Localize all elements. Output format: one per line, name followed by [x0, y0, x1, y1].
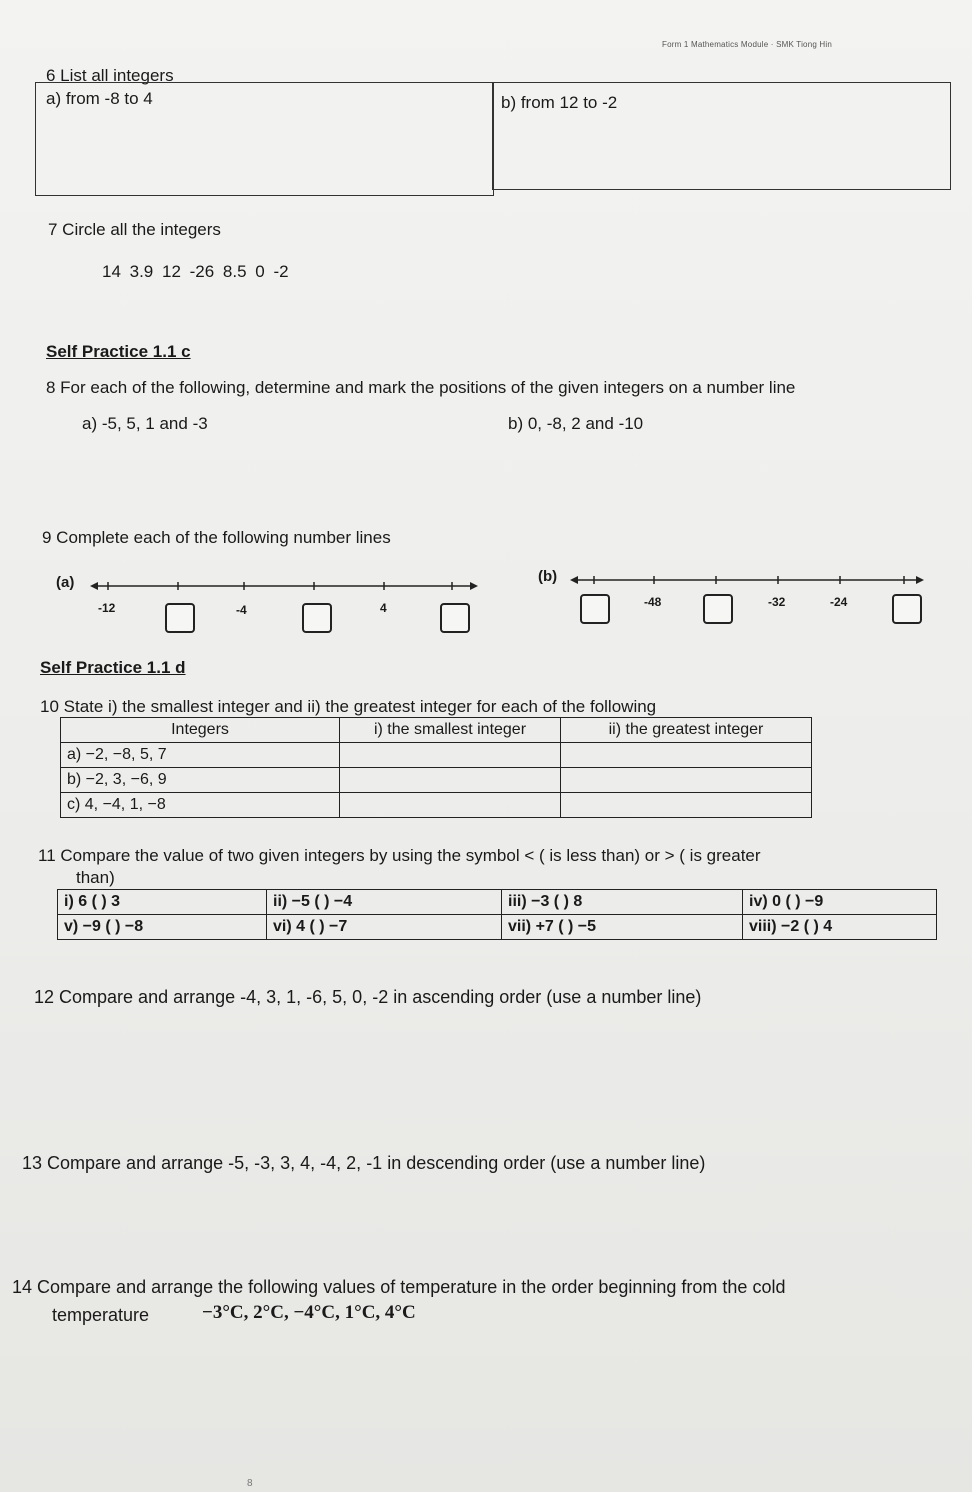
- q9-a-tick-3: 4: [380, 601, 387, 615]
- number-lines: [0, 560, 972, 610]
- answer-cell[interactable]: [561, 768, 812, 793]
- q12-label: 12 Compare and arrange -4, 3, 1, -6, 5, 0, -2 in ascending order (use a number line): [34, 987, 702, 1007]
- answer-cell[interactable]: [561, 793, 812, 818]
- q7-numbers[interactable]: 14 3.9 12 -26 8.5 0 -2: [102, 262, 289, 281]
- compare-cell[interactable]: iv) 0 ( ) −9: [743, 890, 937, 915]
- q7-label: 7 Circle all the integers: [48, 220, 221, 239]
- table-row: [61, 743, 812, 768]
- q6-a-text: a) from -8 to 4: [46, 89, 153, 108]
- row-integers: a) −2, −8, 5, 7: [61, 743, 340, 768]
- q9-a-tag: (a): [56, 574, 75, 591]
- compare-cell[interactable]: vi) 4 ( ) −7: [267, 915, 502, 940]
- q9-label: 9 Complete each of the following number lines: [42, 528, 391, 547]
- q8-a-text: a) -5, 5, 1 and -3: [82, 414, 208, 433]
- answer-cell[interactable]: [340, 743, 561, 768]
- answer-cell[interactable]: [340, 768, 561, 793]
- q14-temperature-word: temperature: [52, 1305, 150, 1325]
- q8-label: 8 For each of the following, determine and mark the positions of the given integers on a number line: [46, 378, 796, 397]
- table-row: [61, 793, 812, 818]
- page-header: Form 1 Mathematics Module · SMK Tiong Hin: [662, 40, 833, 49]
- q9-b-answer-box-1[interactable]: [580, 594, 610, 624]
- row-integers: b) −2, 3, −6, 9: [61, 768, 340, 793]
- q10-table: [60, 717, 812, 818]
- q6-b-text: b) from 12 to -2: [501, 93, 618, 112]
- q11-label-continued: than): [76, 868, 115, 887]
- table-header-row: [61, 718, 812, 743]
- q9-a-tick-1: -12: [98, 601, 116, 615]
- compare-cell[interactable]: vii) +7 ( ) −5: [502, 915, 743, 940]
- q9-b-answer-box-3[interactable]: [892, 594, 922, 624]
- q13-label: 13 Compare and arrange -5, -3, 3, 4, -4, 2, -1 in descending order (use a number line): [22, 1153, 706, 1173]
- q9-b-tick-1: -48: [644, 595, 662, 609]
- self-practice-c-heading: Self Practice 1.1 c: [46, 342, 191, 361]
- number-line-a: [90, 582, 478, 590]
- q9-b-tick-3: -24: [830, 595, 848, 609]
- page-number: 8: [247, 1478, 253, 1489]
- q14-temperatures: −3°C, 2°C, −4°C, 1°C, 4°C: [202, 1302, 416, 1323]
- q14-label: 14 Compare and arrange the following values of temperature in the order beginning from the cold: [12, 1277, 786, 1297]
- q9-b-answer-box-2[interactable]: [703, 594, 733, 624]
- number-line-b: [570, 576, 924, 584]
- compare-cell[interactable]: ii) −5 ( ) −4: [267, 890, 502, 915]
- header-smallest: i) the smallest integer: [340, 718, 561, 743]
- q9-a-answer-box-2[interactable]: [302, 603, 332, 633]
- q10-label: 10 State i) the smallest integer and ii) the greatest integer for each of the following: [40, 697, 657, 716]
- q9-a-answer-box-3[interactable]: [440, 603, 470, 633]
- q9-a-answer-box-1[interactable]: [165, 603, 195, 633]
- q9-b-tag: (b): [538, 568, 558, 585]
- compare-cell[interactable]: v) −9 ( ) −8: [58, 915, 267, 940]
- compare-cell[interactable]: i) 6 ( ) 3: [58, 890, 267, 915]
- compare-cell[interactable]: iii) −3 ( ) 8: [502, 890, 743, 915]
- q11-table: [57, 889, 937, 940]
- row-integers: c) 4, −4, 1, −8: [61, 793, 340, 818]
- q9-b-tick-2: -32: [768, 595, 786, 609]
- header-greatest: ii) the greatest integer: [561, 718, 812, 743]
- table-row: [58, 915, 937, 940]
- answer-cell[interactable]: [561, 743, 812, 768]
- header-integers: Integers: [61, 718, 340, 743]
- compare-cell[interactable]: viii) −2 ( ) 4: [743, 915, 937, 940]
- self-practice-d-heading: Self Practice 1.1 d: [40, 658, 186, 677]
- answer-cell[interactable]: [340, 793, 561, 818]
- q11-label: 11 Compare the value of two given integers by using the symbol < ( is less than) or > ( is greater: [38, 846, 761, 865]
- table-row: [61, 768, 812, 793]
- q9-a-tick-2: -4: [236, 603, 247, 617]
- table-row: [58, 890, 937, 915]
- q8-b-text: b) 0, -8, 2 and -10: [508, 414, 644, 433]
- q6-label: 6 List all integers: [46, 66, 174, 85]
